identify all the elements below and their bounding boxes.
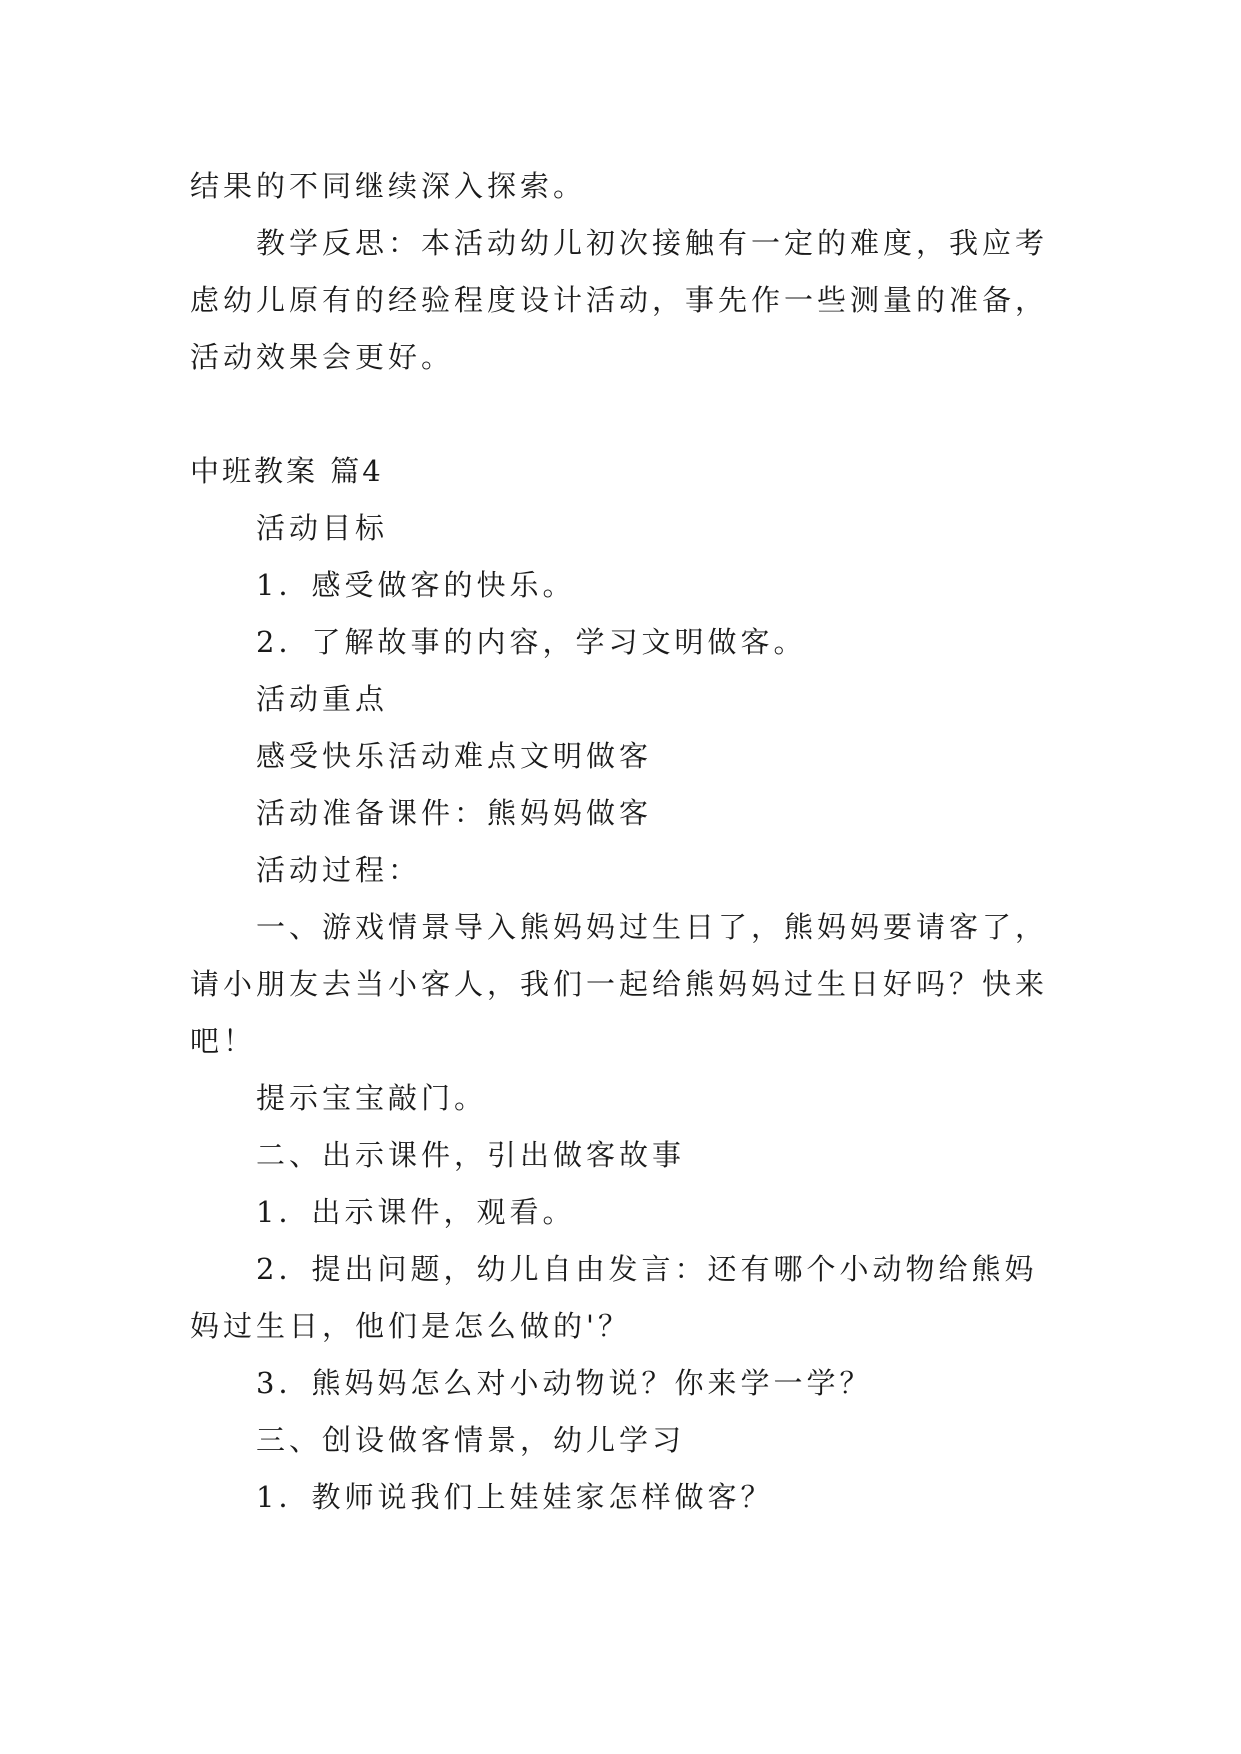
section-title: 中班教案 篇4 bbox=[190, 454, 384, 488]
body-line: 3．熊妈妈怎么对小动物说？你来学一学？ bbox=[256, 1366, 873, 1400]
body-line: 感受快乐活动难点文明做客 bbox=[256, 739, 653, 773]
body-line: 1．教师说我们上娃娃家怎样做客？ bbox=[256, 1480, 774, 1514]
body-line: 活动目标 bbox=[256, 511, 389, 545]
body-line: 请小朋友去当小客人，我们一起给熊妈妈过生日好吗？快来 bbox=[190, 967, 1049, 1001]
body-line: 二、出示课件，引出做客故事 bbox=[256, 1138, 686, 1172]
body-line: 活动准备课件：熊妈妈做客 bbox=[256, 796, 653, 830]
body-line: 活动过程： bbox=[256, 853, 422, 887]
body-line: 提示宝宝敲门。 bbox=[256, 1081, 488, 1115]
body-line: 1．感受做客的快乐。 bbox=[256, 568, 576, 602]
reflection-line-2: 虑幼儿原有的经验程度设计活动，事先作一些测量的准备， bbox=[190, 283, 1049, 317]
body-line: 一、游戏情景导入熊妈妈过生日了，熊妈妈要请客了， bbox=[256, 910, 1049, 944]
body-line: 吧！ bbox=[190, 1024, 257, 1058]
body-line: 三、创设做客情景，幼儿学习 bbox=[256, 1423, 686, 1457]
body-line: 2．提出问题，幼儿自由发言：还有哪个小动物给熊妈 bbox=[256, 1252, 1038, 1286]
reflection-line-3: 活动效果会更好。 bbox=[190, 340, 455, 374]
reflection-line-1: 教学反思：本活动幼儿初次接触有一定的难度，我应考 bbox=[256, 226, 1049, 260]
body-line: 1．出示课件，观看。 bbox=[256, 1195, 576, 1229]
paragraph-end: 结果的不同继续深入探索。 bbox=[190, 169, 587, 203]
body-line: 2．了解故事的内容，学习文明做客。 bbox=[256, 625, 807, 659]
body-line: 活动重点 bbox=[256, 682, 389, 716]
body-line: 妈过生日，他们是怎么做的'？ bbox=[190, 1309, 631, 1343]
